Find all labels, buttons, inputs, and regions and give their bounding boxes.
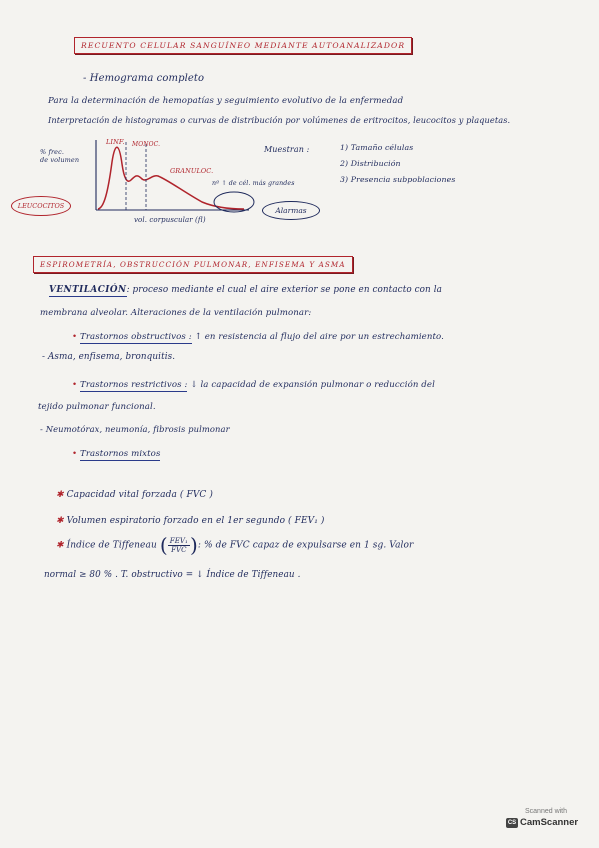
- shows-item: 1) Tamaño células: [340, 143, 414, 152]
- fvc-text: Capacidad vital forzada ( FVC ): [66, 490, 213, 500]
- text-line: Para la determinación de hemopatías y seguimiento evolutivo de la enfermedad: [48, 96, 404, 106]
- tiffeneau-text-2: normal ≥ 80 % . T. obstructivo = ↓ Índice de Tiffeneau .: [44, 570, 301, 580]
- shows-label: Muestran :: [264, 145, 310, 154]
- section-title-autoanalyzer: RECUENTO CELULAR SANGUÍNEO MEDIANTE AUTOANALIZADOR: [74, 37, 412, 54]
- shows-item: 3) Presencia subpoblaciones: [340, 175, 456, 184]
- fvc-line: [56, 490, 213, 500]
- label-big-cells: nº ↑ de cél. más grandes: [212, 180, 295, 187]
- mixed-label: Trastornos mixtos: [80, 449, 161, 459]
- obstructive-text: ↑ en resistencia al flujo del aire por un estrechamiento.: [194, 332, 444, 342]
- text-line: tejido pulmonar funcional.: [38, 402, 156, 412]
- tiffeneau-label: Índice de Tiffeneau: [66, 540, 157, 551]
- mixed-line: [72, 449, 160, 459]
- restrictive-text: ↓ la capacidad de expansión pulmonar o reducción del: [190, 380, 435, 390]
- text-line: Interpretación de histogramas o curvas de distribución por volúmenes de eritrocitos, leucocitos y plaquetas.: [48, 115, 511, 125]
- tiffeneau-line: ✱ Índice de Tiffeneau ( $\frac{\text{FEV₁}}{\text{FVC}}$): % de FVC capaz de expulsarse en 1 sg. Valor: [56, 533, 414, 557]
- camscanner-watermark: [506, 808, 586, 838]
- obstructive-examples: - Asma, enfisema, bronquitis.: [42, 352, 176, 362]
- text-line: membrana alveolar. Alteraciones de la ventilación pulmonar:: [40, 308, 312, 318]
- camscanner-logo-icon: CS: [507, 819, 517, 826]
- tiffeneau-fraction: $\frac{\text{FEV₁}}{\text{FVC}}$: [169, 536, 188, 554]
- star-icon: ✱: [56, 540, 64, 551]
- ventilation-heading: VENTILACIÓN: [49, 285, 127, 295]
- bullet: •: [72, 380, 81, 390]
- restrictive-label: Trastornos restrictivos :: [80, 380, 188, 390]
- bullet: •: [72, 449, 81, 459]
- section-title-spirometry: ESPIROMETRÍA, OBSTRUCCIÓN PULMONAR, ENFISEMA Y ASMA: [33, 256, 353, 273]
- fev-line: [56, 516, 325, 526]
- oval-leucocitos: LEUCOCITOS: [11, 196, 71, 216]
- subtitle-hemogram: - Hemograma completo: [83, 73, 205, 84]
- ventilation-text: : proceso mediante el cual el aire exterior se pone en contacto con la: [126, 285, 442, 295]
- label-monoc: MONOC.: [132, 141, 161, 148]
- star-icon: ✱: [56, 516, 64, 526]
- ventilation-line: [49, 285, 442, 295]
- restrictive-examples: - Neumotórax, neumonía, fibrosis pulmonar: [40, 424, 230, 434]
- label-linf: LINF.: [106, 138, 125, 146]
- y-axis-label: % frec.: [40, 148, 65, 156]
- obstructive-label: Trastornos obstructivos :: [80, 332, 192, 342]
- x-axis-label: vol. corpuscular (fl): [134, 216, 206, 224]
- fev-text: Volumen espiratorio forzado en el 1er segundo ( FEV₁ ): [66, 516, 325, 526]
- restrictive-line: [72, 380, 435, 390]
- scanned-with-text: Scanned with: [524, 808, 568, 815]
- shows-item: 2) Distribución: [340, 159, 401, 168]
- star-icon: ✱: [56, 490, 64, 500]
- bullet: •: [72, 332, 81, 342]
- obstructive-line: [72, 332, 444, 342]
- camscanner-brand: CamScanner: [520, 817, 579, 828]
- y-axis-label: de volumen: [40, 156, 80, 164]
- label-granuloc: GRANULOC.: [170, 167, 214, 175]
- oval-alarmas: Alarmas: [262, 201, 320, 220]
- tiffeneau-text: : % de FVC capaz de expulsarse en 1 sg. Valor: [197, 540, 414, 551]
